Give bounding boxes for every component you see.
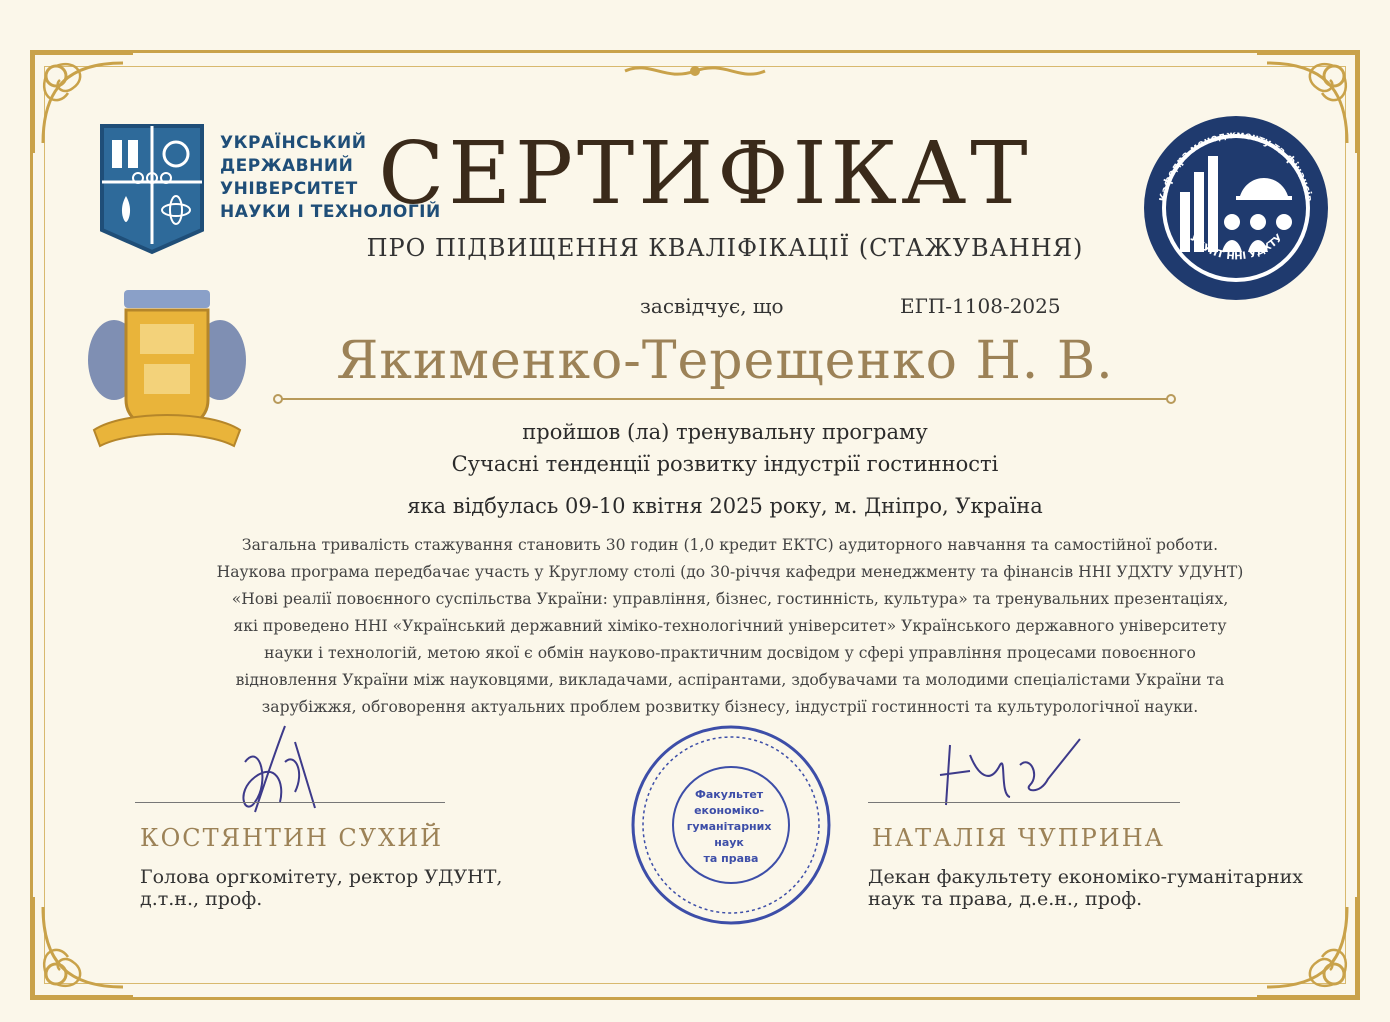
- stamp-line: гуманітарних: [686, 820, 772, 833]
- signer-role-left: [140, 866, 580, 910]
- university-logo-icon: [98, 118, 206, 256]
- stamp-line: Факультет: [694, 788, 764, 801]
- university-name-line: УКРАЇНСЬКИЙ: [220, 133, 367, 153]
- university-name-line: НАУКИ І ТЕХНОЛОГІЙ: [220, 202, 441, 222]
- signer-role-line: Голова оргкомітету, ректор УДУНТ,: [140, 866, 503, 888]
- svg-text:Факультет економіко- г: [687, 788, 776, 865]
- official-stamp-icon: [628, 722, 834, 928]
- signer-name-right: НАТАЛІЯ ЧУПРИНА: [872, 824, 1165, 852]
- signer-role-right: [868, 866, 1358, 910]
- description-line: науки і технологій, метою якої є обмін науково-практичним досвідом у сфері управління процесами повоєнного: [264, 644, 1196, 662]
- signer-name-left: КОСТЯНТИН СУХИЙ: [140, 824, 444, 852]
- top-flourish-icon: [620, 58, 770, 84]
- signer-role-line: Декан факультету економіко-гуманітарних: [868, 866, 1304, 888]
- crest-icon: [84, 280, 250, 458]
- description-line: відновлення України між науковцями, викладачами, аспірантами, здобувачами та молодими спеціалістами України та: [235, 671, 1225, 689]
- stamp-line: наук: [714, 836, 744, 849]
- name-underline: [272, 392, 1177, 406]
- certificate-title: СЕРТИФІКАТ: [378, 124, 1032, 224]
- description-line: Наукова програма передбачає участь у Круглому столі (до 30-річчя кафедри менеджменту та фінансів ННІ УДХТУ УДУНТ): [216, 563, 1244, 581]
- emblem-bottom-text: УДУНТ ННІ УДХТУ: [1186, 232, 1286, 263]
- signature-left-icon: [225, 722, 335, 822]
- signature-line-right: [868, 802, 1180, 803]
- signature-right-icon: [930, 735, 1100, 810]
- description-text: [130, 532, 1330, 721]
- description-line: які проведено ННІ «Український державний хіміко-технологічний університет» Українського державного університету: [233, 617, 1227, 635]
- description-line: зарубіжжя, обговорення актуальних проблем розвитку бізнесу, індустрії гостинності та культурологічної науки.: [261, 698, 1199, 716]
- certificate-subtitle: ПРО ПІДВИЩЕННЯ КВАЛІФІКАЦІЇ (СТАЖУВАННЯ): [366, 234, 1084, 262]
- signature-line-left: [135, 802, 445, 803]
- certifies-label: засвідчує, що: [640, 294, 784, 318]
- department-emblem-icon: [1140, 112, 1332, 304]
- description-line: «Нові реалії повоєнного суспільства України: управління, бізнес, гостинність, культура» та тренувальних презентаціях,: [231, 590, 1229, 608]
- recipient-name: Якименко-Терещенко Н. В.: [336, 331, 1114, 391]
- stamp-line: економіко-: [694, 804, 765, 817]
- signer-role-line: наук та права, д.е.н., проф.: [868, 888, 1143, 910]
- certificate-number: ЕГП-1108-2025: [900, 294, 1061, 318]
- event-details: яка відбулась 09-10 квітня 2025 року, м. Дніпро, Україна: [407, 494, 1043, 518]
- university-name-line: ДЕРЖАВНИЙ: [220, 156, 354, 176]
- university-name-line: УНІВЕРСИТЕТ: [220, 179, 358, 199]
- completed-text: пройшов (ла) тренувальну програму: [522, 420, 928, 444]
- program-name: Сучасні тенденції розвитку індустрії гостинності: [451, 452, 999, 476]
- stamp-line: та права: [703, 852, 759, 865]
- corner-ornament-icon: [28, 892, 138, 1002]
- signer-role-line: д.т.н., проф.: [140, 888, 263, 910]
- emblem-ring-text: Кафедра менеджменту та фінансів: [1158, 129, 1314, 203]
- description-line: Загальна тривалість стажування становить 30 годин (1,0 кредит ЕКТС) аудиторного навчання та самостійної роботи.: [241, 536, 1219, 554]
